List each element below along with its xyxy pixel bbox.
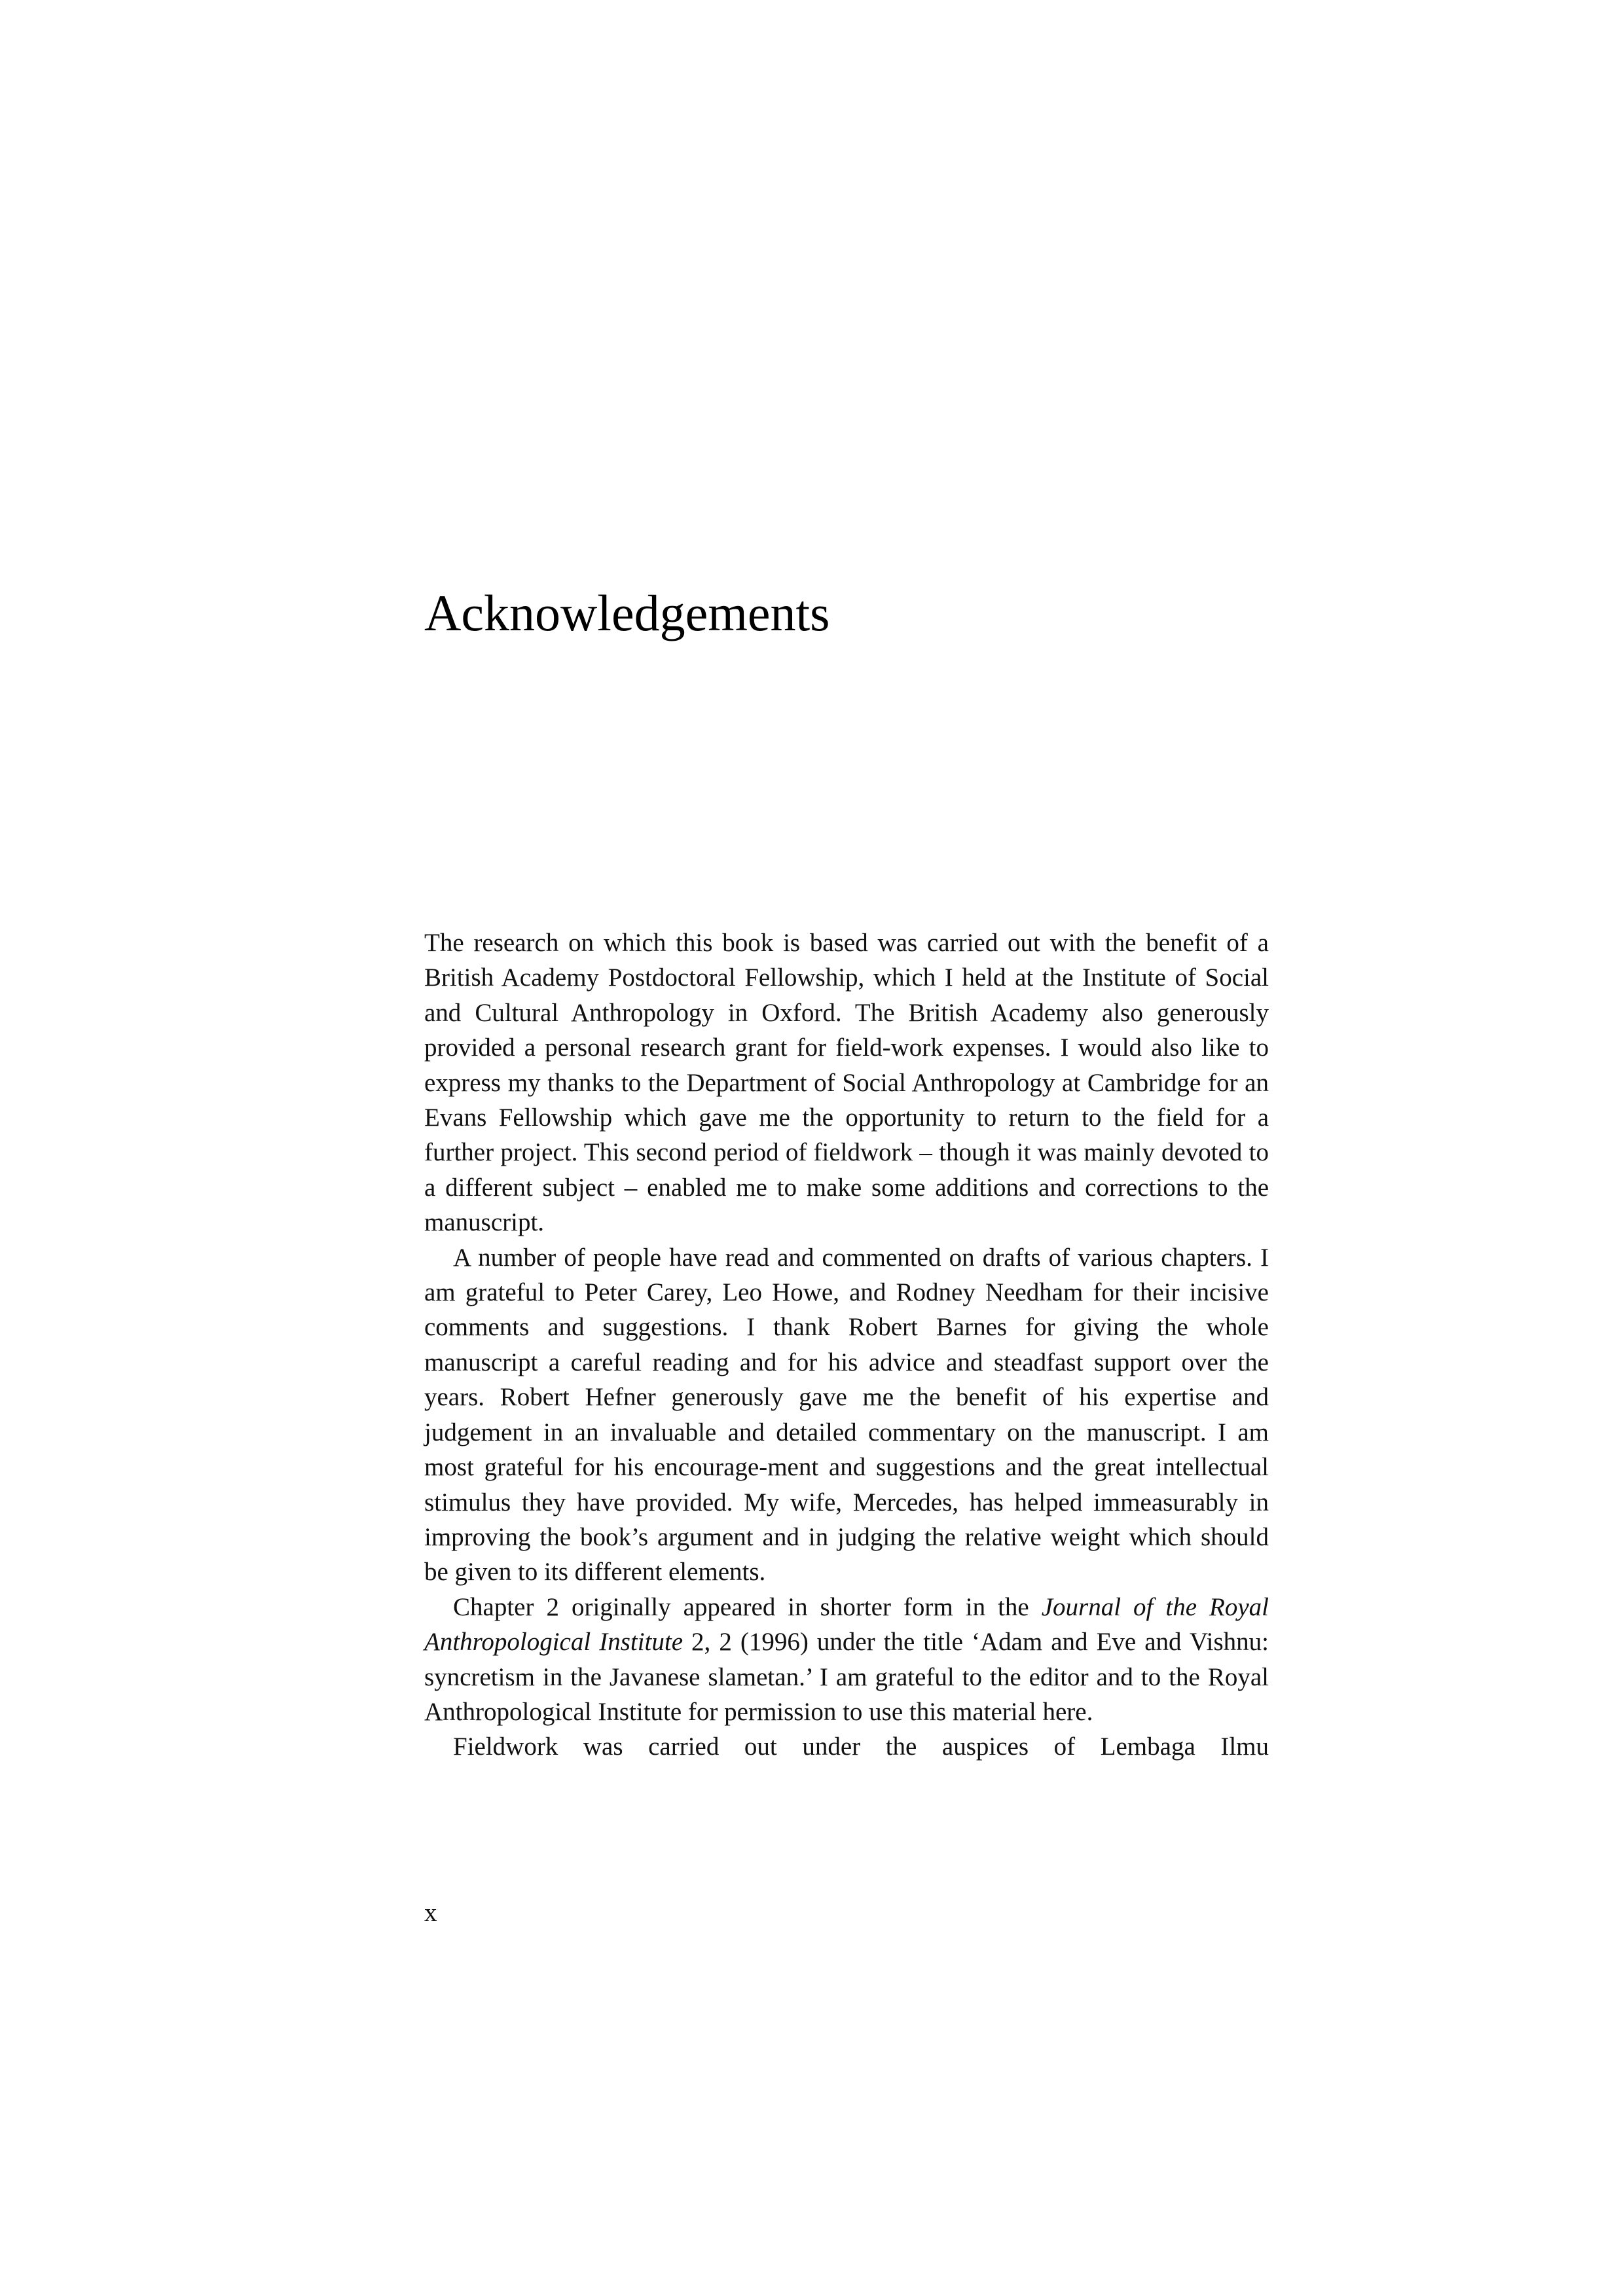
paragraph-4: Fieldwork was carried out under the auspices of Lembaga Ilmu (453, 1732, 1269, 1761)
journal-title: Journal of the Royal Anthropological Institute (424, 1592, 1269, 1657)
page-number: x (424, 1899, 437, 1927)
paragraph-1: The research on which this book is based was carried out with the benefit of a British Academy Postdoctoral Fellowship, which I held at the Institute of Social and Cultural Anthropology in Oxford. The British Academy also generously provided a personal research grant for field-work expenses. I would also like to express my thanks to the Department of Social Anthropology at Cambridge for an Evans Fellowship which gave me the opportunity to return to the field for a further project. This second period of fieldwork – though it was mainly devoted to a different subject – enabled me to make some additions and corrections to the manuscript. (424, 929, 1269, 1237)
paragraph-2: A number of people have read and commented on drafts of various chapters. I am grateful to Peter Carey, Leo Howe, and Rodney Needham for their incisive comments and suggestions. I thank Robert Barnes for giving the whole manuscript a careful reading and for his advice and steadfast support over the years. Robert Hefner generously gave me the benefit of his expertise and judgement in an invaluable and detailed commentary on the manuscript. I am most grateful for his encourage-ment and suggestions and the great intellectual stimulus they have provided. My wife, Mercedes, has helped immeasurably in improving the book’s argument and in judging the relative weight which should be given to its different elements. (424, 1243, 1269, 1587)
page-title: Acknowledgements (424, 584, 830, 641)
paragraph-3 (424, 1590, 1269, 1730)
paragraph-3-text-before: Chapter 2 originally appeared in shorter form in the (453, 1592, 1042, 1621)
paragraph-3-text-after: 2, 2 (1996) under the title ‘Adam and Eve and Vishnu: syncretism in the Javanese slametan.’ I am grateful to the editor and to the Royal Anthropological Institute for permission to use this material here. (424, 1628, 1269, 1726)
body-text (424, 925, 1269, 1765)
